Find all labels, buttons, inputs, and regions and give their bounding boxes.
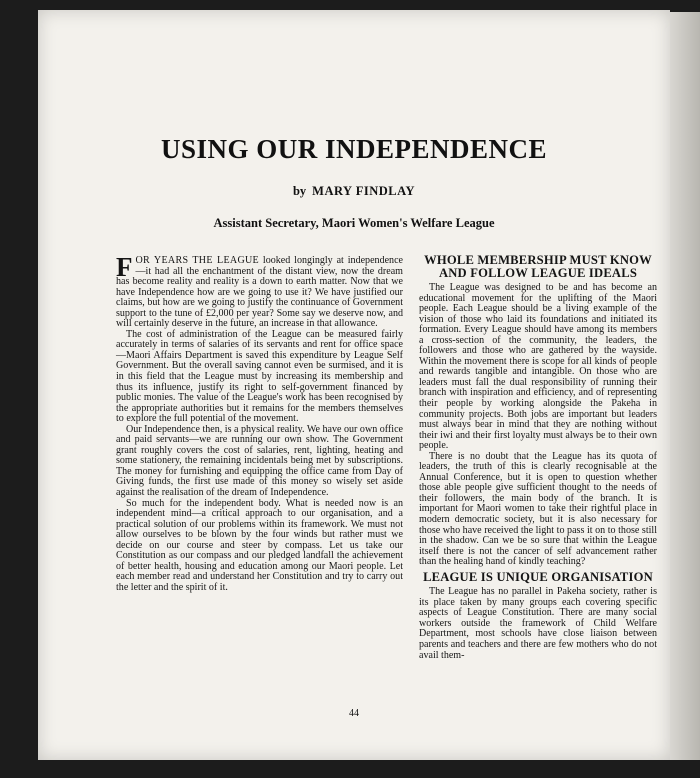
left-column <box>116 252 403 594</box>
drop-cap: F <box>116 252 133 282</box>
byline-by: by <box>292 184 307 198</box>
author-role: Assistant Secretary, Maori Women's Welfare League <box>213 216 495 230</box>
lead-smallcaps: OR YEARS THE LEAGUE <box>135 255 259 266</box>
section-heading: LEAGUE IS UNIQUE ORGANISATION <box>423 569 653 584</box>
paragraph: So much for the independent body. What is needed now is an independent mind—a critical approach to our organisation, and a practical solution of our problems within its framework. We must not allow ourselves to be blown by the four winds but rather must we decide on our course and steer by compass. Let us take our Constitution as our compass and our pledged landfall the achievement of better health, housing and education among our Maori people. Let each member read and understand her Constitution and try to carry out the letter and the spirit of it. <box>116 497 403 593</box>
paragraph: There is no doubt that the League has its quota of leaders, the truth of this is clearly recognisable at the Annual Conference, but it is open to question whether those able people give sufficient thought to the needs of their followers, the main body of the branch. It is important for Maori women to take their rightful place in modern democratic society, but it is also necessary for those who have received the light to pass it on to those still in the shadow. Can we be so sure that within the League itself there is not the cancer of self advancement rather than the healing hand of kindly teaching? <box>419 450 657 568</box>
article-title: USING OUR INDEPENDENCE <box>160 134 548 164</box>
adjacent-page-edge <box>670 12 700 760</box>
magazine-page <box>38 10 670 760</box>
author-name: MARY FINDLAY <box>312 184 416 198</box>
paragraph: Our Independence then, is a physical reality. We have our own office and paid servants—we are running our own show. The Government grant roughly covers the cost of salaries, rent, lighting, heating and some stationery, the remaining incidentals being met by subscriptions. The money for furnishing and equipping the office came from Day of Giving funds, the first use made of this money so wisely set aside against the realisation of the dream of Independence. <box>116 423 403 499</box>
right-column <box>419 254 657 661</box>
section-heading: WHOLE MEMBERSHIP MUST KNOW AND FOLLOW LEAGUE IDEALS <box>424 253 652 280</box>
page-number: 44 <box>349 708 359 719</box>
paragraph: The League has no parallel in Pakeha society, rather is its place taken by many groups each covering specific aspects of League Constitution. There are many social workers outside the framework of Child Welfare Department, most schools have close liaison between parents and teachers and there are few mothers who do not avail them- <box>419 586 657 661</box>
byline <box>38 184 670 199</box>
paragraph: The cost of administration of the League can be measured fairly accurately in terms of salaries of its servants and rent for office space—Maori Affairs Department is saved this expenditure by League Self Government. But the overall saving cannot even be surmised, and it is in this field that the League must by increasing its membership and thus its influence, justify its right to self-government financed by public monies. The value of the League's work has been recognised by the appropriate authorities but it remains for the members themselves to explore the full potential of the movement. <box>116 328 403 425</box>
paragraph: The League was designed to be and has become an educational movement for the uplifting of the Maori people. Each League should be a living example of the vision of those who laid its foundations and initiated its formation. Every League should have among its members a cross-section of the community, the leaders, the followers and those who are gathered by the wayside. Within the movement there is scope for all kinds of people and rewards tangible and intangible. On those who are leaders must fall the dual responsibility of running their branch with inspiration and efficiency, and of representing their people by working alongside the Pakeha in community projects. Both jobs are important but leaders must always bear in mind that they are nothing without their iwi and their first loyalty must always be to their own people. <box>419 282 657 452</box>
lead-paragraph <box>116 252 403 330</box>
lead-text: looked longingly at independence—it had all the enchantment of the distant view, now the dream has become reality and reality is a down to earth matter. Now that we have Independence how are we going to use it? We have justified our claims, but how are we going to justify the continuance of Government support to the tune of £2,000 per year? Some say we deserve now, and will certainly deserve in the future, an increase in that allowance. <box>116 255 403 330</box>
